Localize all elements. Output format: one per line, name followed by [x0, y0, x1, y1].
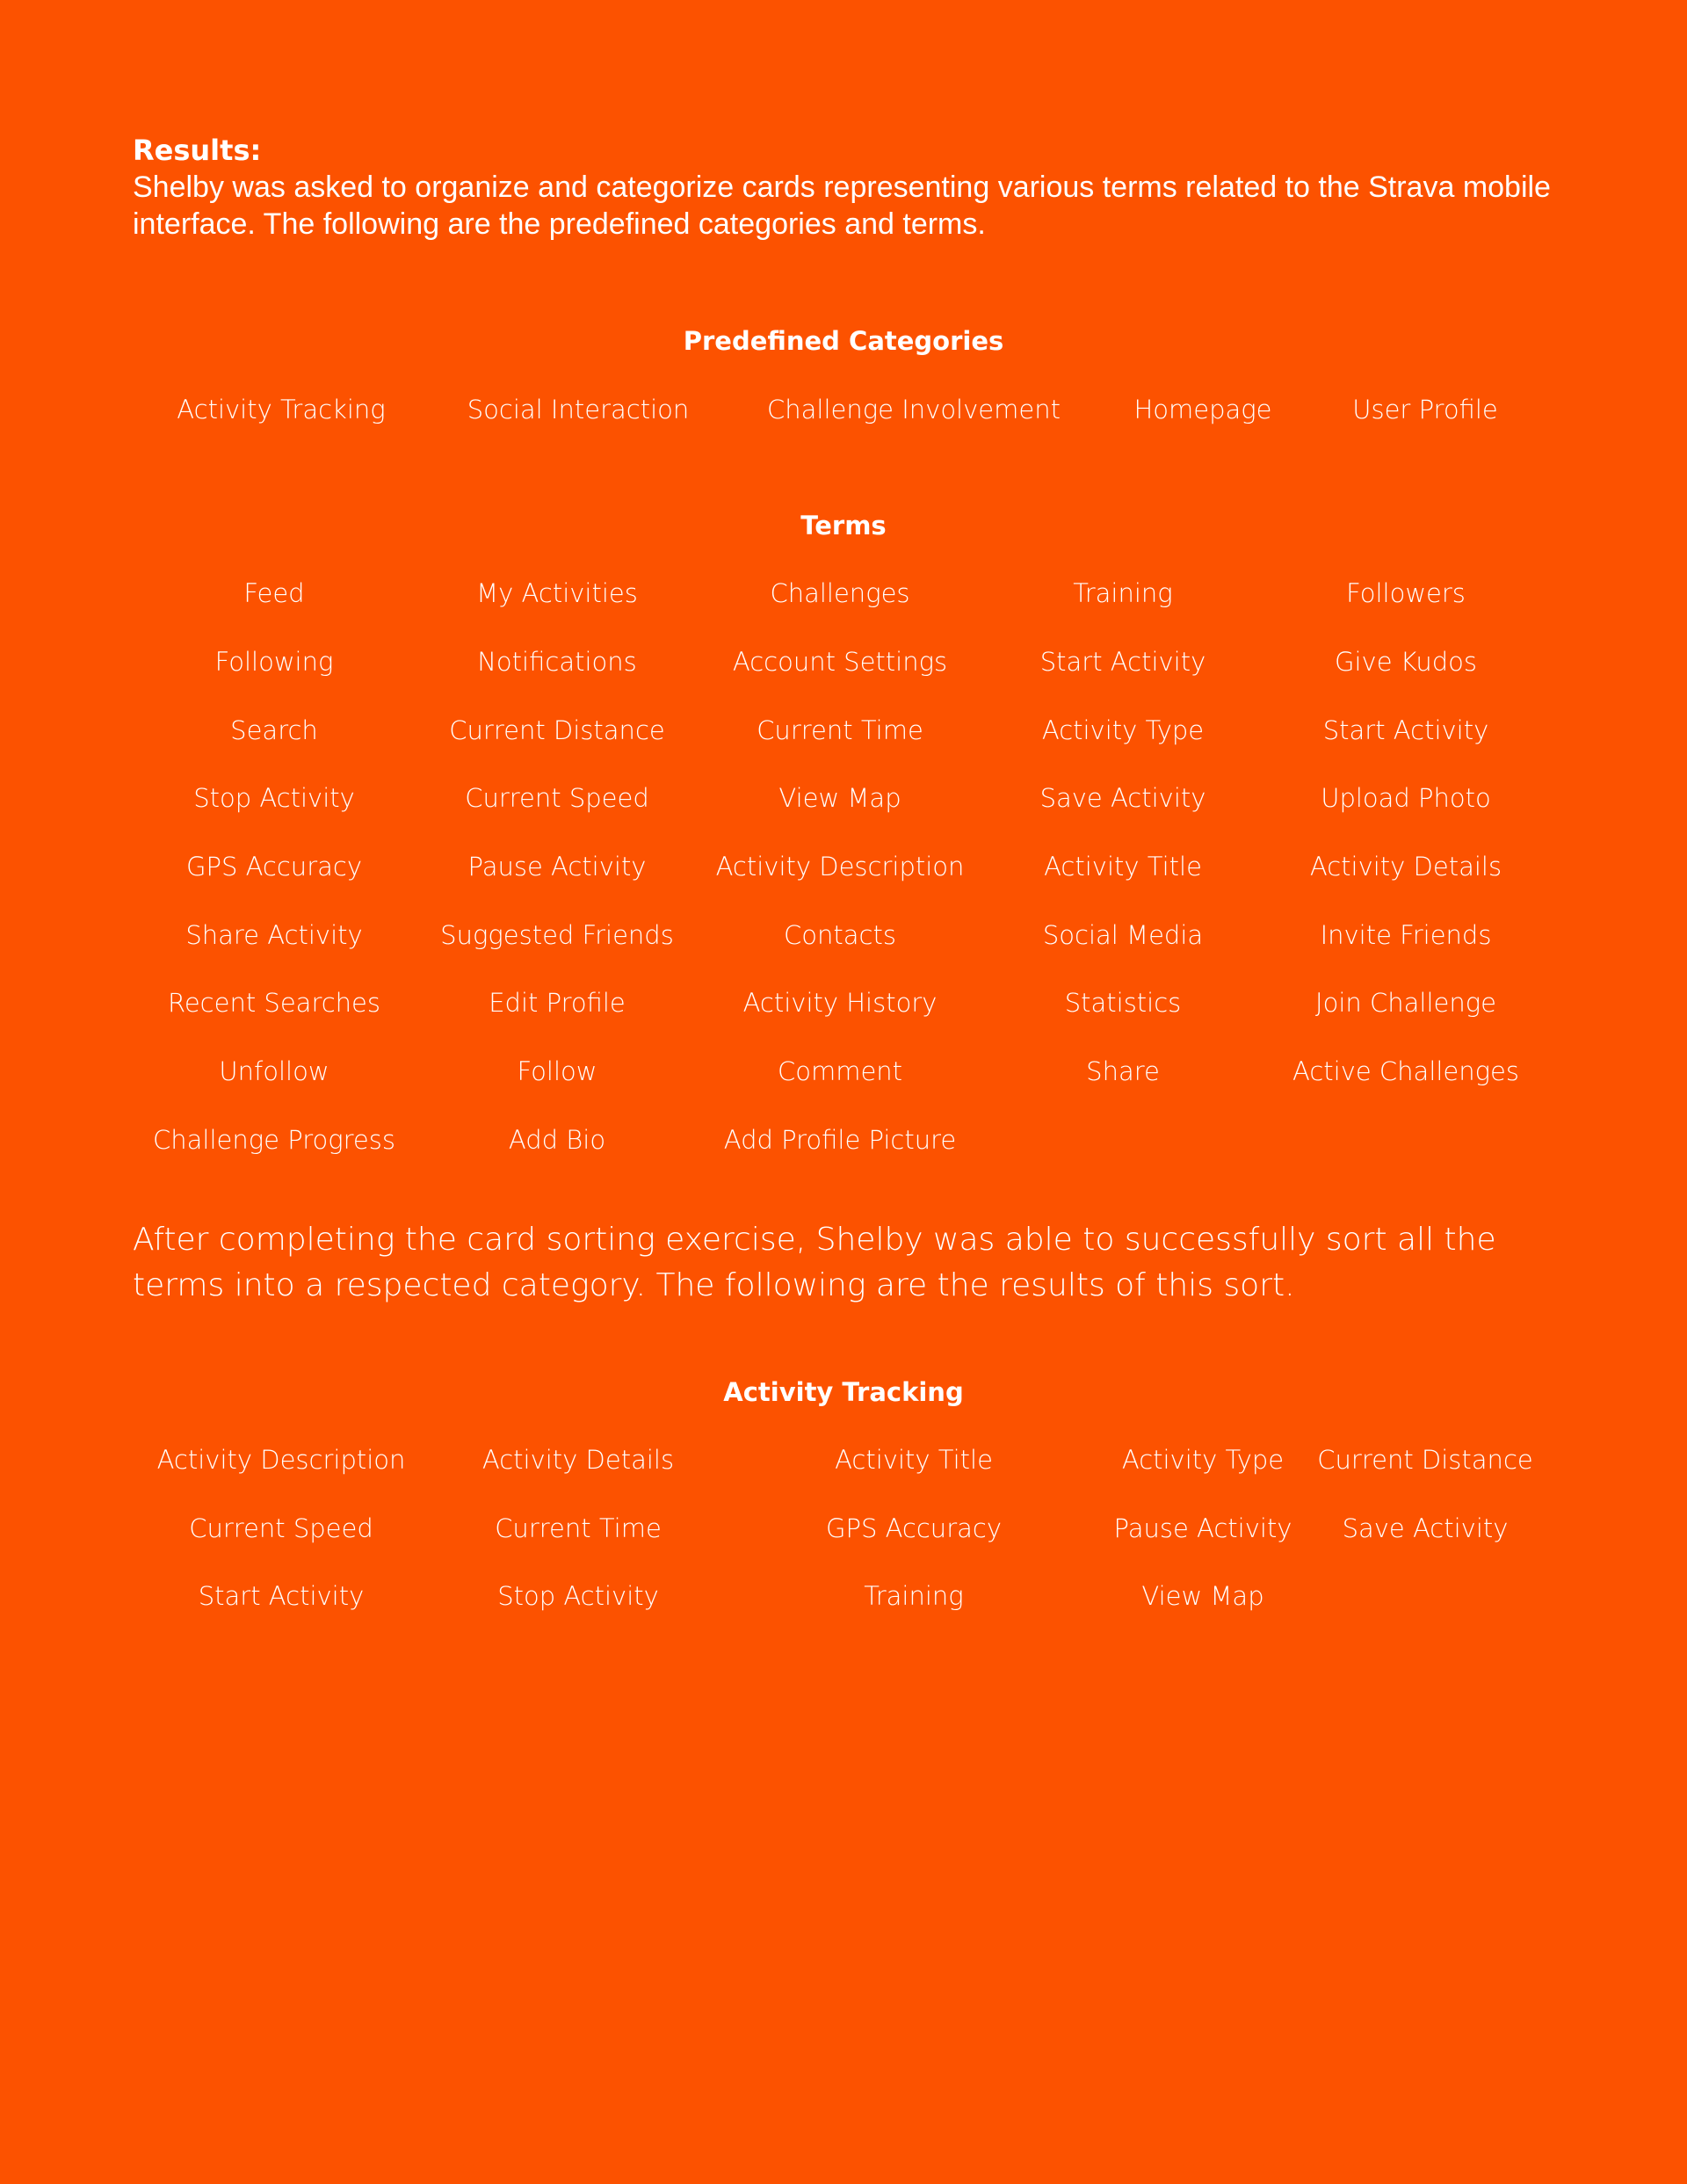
term-card: Training: [1073, 578, 1173, 608]
intro-section: [133, 132, 1565, 243]
result-term: Pause Activity: [1113, 1513, 1292, 1543]
term-card: Join Challenge: [1315, 988, 1496, 1018]
predefined-categories-title: Predefined Categories: [683, 326, 1004, 356]
terms-row: [0, 983, 1687, 1023]
term-card: Save Activity: [1039, 783, 1206, 813]
term-card: Contacts: [784, 920, 896, 950]
predefined-categories-row: [0, 389, 1687, 430]
term-card: Social Media: [1042, 920, 1204, 950]
activity-tracking-row: [0, 1440, 1687, 1480]
term-card: Edit Profile: [489, 988, 626, 1018]
term-card: Followers: [1346, 578, 1466, 608]
term-card: View Map: [778, 783, 901, 813]
term-card: Pause Activity: [467, 852, 647, 882]
terms-row: [0, 915, 1687, 955]
result-term: Start Activity: [198, 1581, 365, 1611]
category-user-profile: User Profile: [1352, 395, 1498, 424]
terms-row: [0, 710, 1687, 751]
term-card: My Activities: [476, 578, 638, 608]
result-term: Current Distance: [1317, 1445, 1533, 1475]
category-challenge-involvement: Challenge Involvement: [767, 395, 1061, 424]
terms-row: [0, 778, 1687, 818]
result-term: Current Time: [495, 1513, 662, 1543]
terms-row: [0, 573, 1687, 613]
terms-row: [0, 642, 1687, 682]
activity-tracking-row: [0, 1508, 1687, 1549]
term-card: Challenge Progress: [153, 1125, 395, 1155]
category-activity-tracking: Activity Tracking: [177, 395, 386, 424]
term-card: Share Activity: [185, 920, 363, 950]
term-card: Add Bio: [508, 1125, 606, 1155]
term-card: Current Speed: [465, 783, 649, 813]
term-card: Start Activity: [1039, 647, 1206, 677]
term-card: Activity Title: [1044, 852, 1202, 882]
result-term: GPS Accuracy: [826, 1513, 1002, 1543]
term-card: Comment: [777, 1056, 903, 1086]
result-term: Save Activity: [1342, 1513, 1509, 1543]
activity-tracking-title: Activity Tracking: [723, 1377, 964, 1407]
term-card: GPS Accuracy: [186, 852, 362, 882]
term-card: Upload Photo: [1321, 783, 1491, 813]
term-card: Search: [230, 715, 318, 745]
term-card: Activity Description: [715, 852, 965, 882]
term-card: Start Activity: [1322, 715, 1489, 745]
term-card: Share: [1086, 1056, 1160, 1086]
result-term: Current Speed: [189, 1513, 373, 1543]
term-card: Recent Searches: [167, 988, 381, 1018]
terms-title: Terms: [800, 511, 887, 541]
term-card: Activity Details: [1309, 852, 1502, 882]
term-card: Statistics: [1064, 988, 1182, 1018]
term-card: Challenges: [770, 578, 910, 608]
term-card: Suggested Friends: [440, 920, 674, 950]
term-card: Account Settings: [732, 647, 948, 677]
category-social-interaction: Social Interaction: [467, 395, 690, 424]
intro-paragraph: Shelby was asked to organize and categorize cards representing various terms related to the Strava mobile interface. The following are the predefined categories and terms.: [133, 171, 1551, 241]
term-card: Add Profile Picture: [723, 1125, 957, 1155]
result-term: Activity Type: [1121, 1445, 1285, 1475]
result-term: Activity Title: [835, 1445, 993, 1475]
activity-tracking-row: [0, 1576, 1687, 1616]
result-term: Activity Details: [481, 1445, 675, 1475]
result-term: Stop Activity: [497, 1581, 659, 1611]
terms-row: [0, 1051, 1687, 1092]
term-card: Follow: [517, 1056, 597, 1086]
term-card: Invite Friends: [1320, 920, 1492, 950]
term-card: Current Distance: [449, 715, 665, 745]
term-card: Unfollow: [219, 1056, 329, 1086]
result-term: Activity Description: [156, 1445, 406, 1475]
results-heading: Results:: [133, 134, 262, 167]
category-homepage: Homepage: [1133, 395, 1272, 424]
term-card: Current Time: [757, 715, 923, 745]
result-term: View Map: [1141, 1581, 1264, 1611]
term-card: Following: [214, 647, 334, 677]
term-card: Activity Type: [1041, 715, 1205, 745]
term-card: Give Kudos: [1335, 647, 1477, 677]
term-card: Active Challenges: [1292, 1056, 1520, 1086]
term-card: Activity History: [742, 988, 938, 1018]
term-card: Feed: [243, 578, 305, 608]
result-term: Training: [864, 1581, 964, 1611]
term-card: Stop Activity: [193, 783, 355, 813]
terms-row: [0, 1120, 1687, 1160]
term-card: Notifications: [477, 647, 637, 677]
terms-row: [0, 846, 1687, 887]
summary-paragraph: After completing the card sorting exercise, Shelby was able to successfully sort all the terms into a respected category. The following are the results of this sort.: [133, 1222, 1496, 1303]
